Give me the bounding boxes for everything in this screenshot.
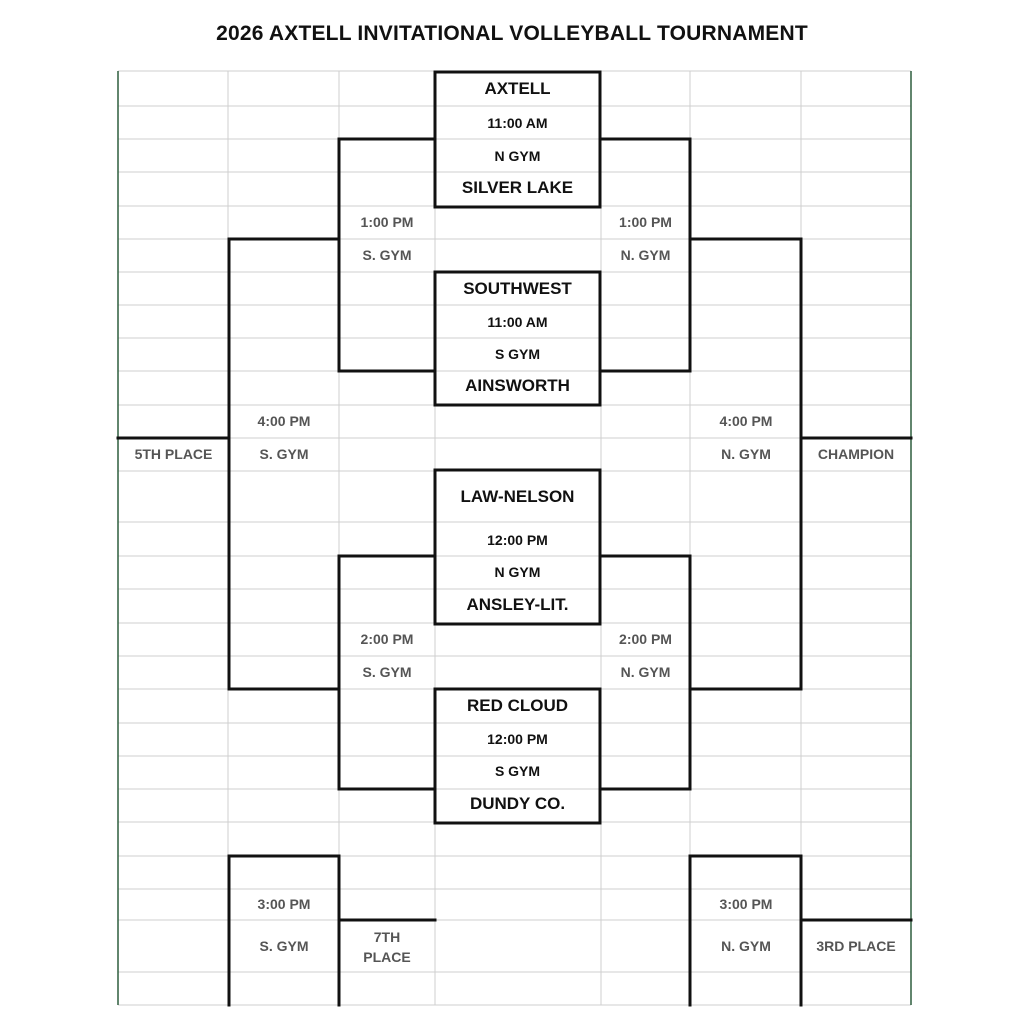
final-left-time: 4:00 PM (257, 413, 311, 429)
r2-top-right-time: 1:00 PM (619, 214, 672, 230)
match2-time: 11:00 AM (487, 314, 548, 330)
match3-gym: N GYM (494, 564, 541, 580)
match1-time: 11:00 AM (487, 115, 548, 131)
seventh-place-line1: 7TH (373, 929, 401, 945)
match4-team-a: RED CLOUD (466, 696, 569, 715)
match3-team-b: ANSLEY-LIT. (466, 595, 569, 614)
match2-team-a: SOUTHWEST (463, 279, 572, 298)
r2-top-right-gym: N. GYM (620, 247, 671, 263)
champion-label: CHAMPION (817, 446, 895, 462)
r2-bottom-left-time: 2:00 PM (360, 631, 414, 647)
placement-left-time: 3:00 PM (257, 896, 311, 912)
match1-team-a: AXTELL (484, 79, 551, 98)
match4-team-b: DUNDY CO. (469, 794, 566, 813)
seventh-place-label (340, 925, 434, 969)
final-right-time: 4:00 PM (719, 413, 773, 429)
match1-team-b: SILVER LAKE (461, 178, 574, 197)
seventh-place-line2: PLACE (363, 949, 411, 965)
match2-team-b: AINSWORTH (465, 376, 570, 395)
placement-right-gym: N. GYM (721, 938, 771, 954)
match4-time: 12:00 PM (487, 731, 548, 747)
fifth-place-label: 5TH PLACE (134, 446, 213, 462)
match2-gym: S GYM (494, 346, 541, 362)
match3-time: 12:00 PM (487, 532, 548, 548)
match4-gym: S GYM (494, 763, 541, 779)
final-left-gym: S. GYM (259, 446, 309, 462)
match3-team-a: LAW-NELSON (460, 487, 575, 506)
r2-bottom-right-time: 2:00 PM (619, 631, 672, 647)
page-title: 2026 AXTELL INVITATIONAL VOLLEYBALL TOURNAMENT (216, 22, 808, 45)
match1-gym: N GYM (494, 148, 541, 164)
r2-bottom-right-gym: N. GYM (620, 664, 671, 680)
r2-top-left-time: 1:00 PM (360, 214, 414, 230)
third-place-label: 3RD PLACE (816, 938, 896, 954)
placement-left-gym: S. GYM (259, 938, 309, 954)
final-right-gym: N. GYM (721, 446, 771, 462)
r2-bottom-left-gym: S. GYM (362, 664, 412, 680)
placement-right-time: 3:00 PM (719, 896, 773, 912)
r2-top-left-gym: S. GYM (362, 247, 412, 263)
